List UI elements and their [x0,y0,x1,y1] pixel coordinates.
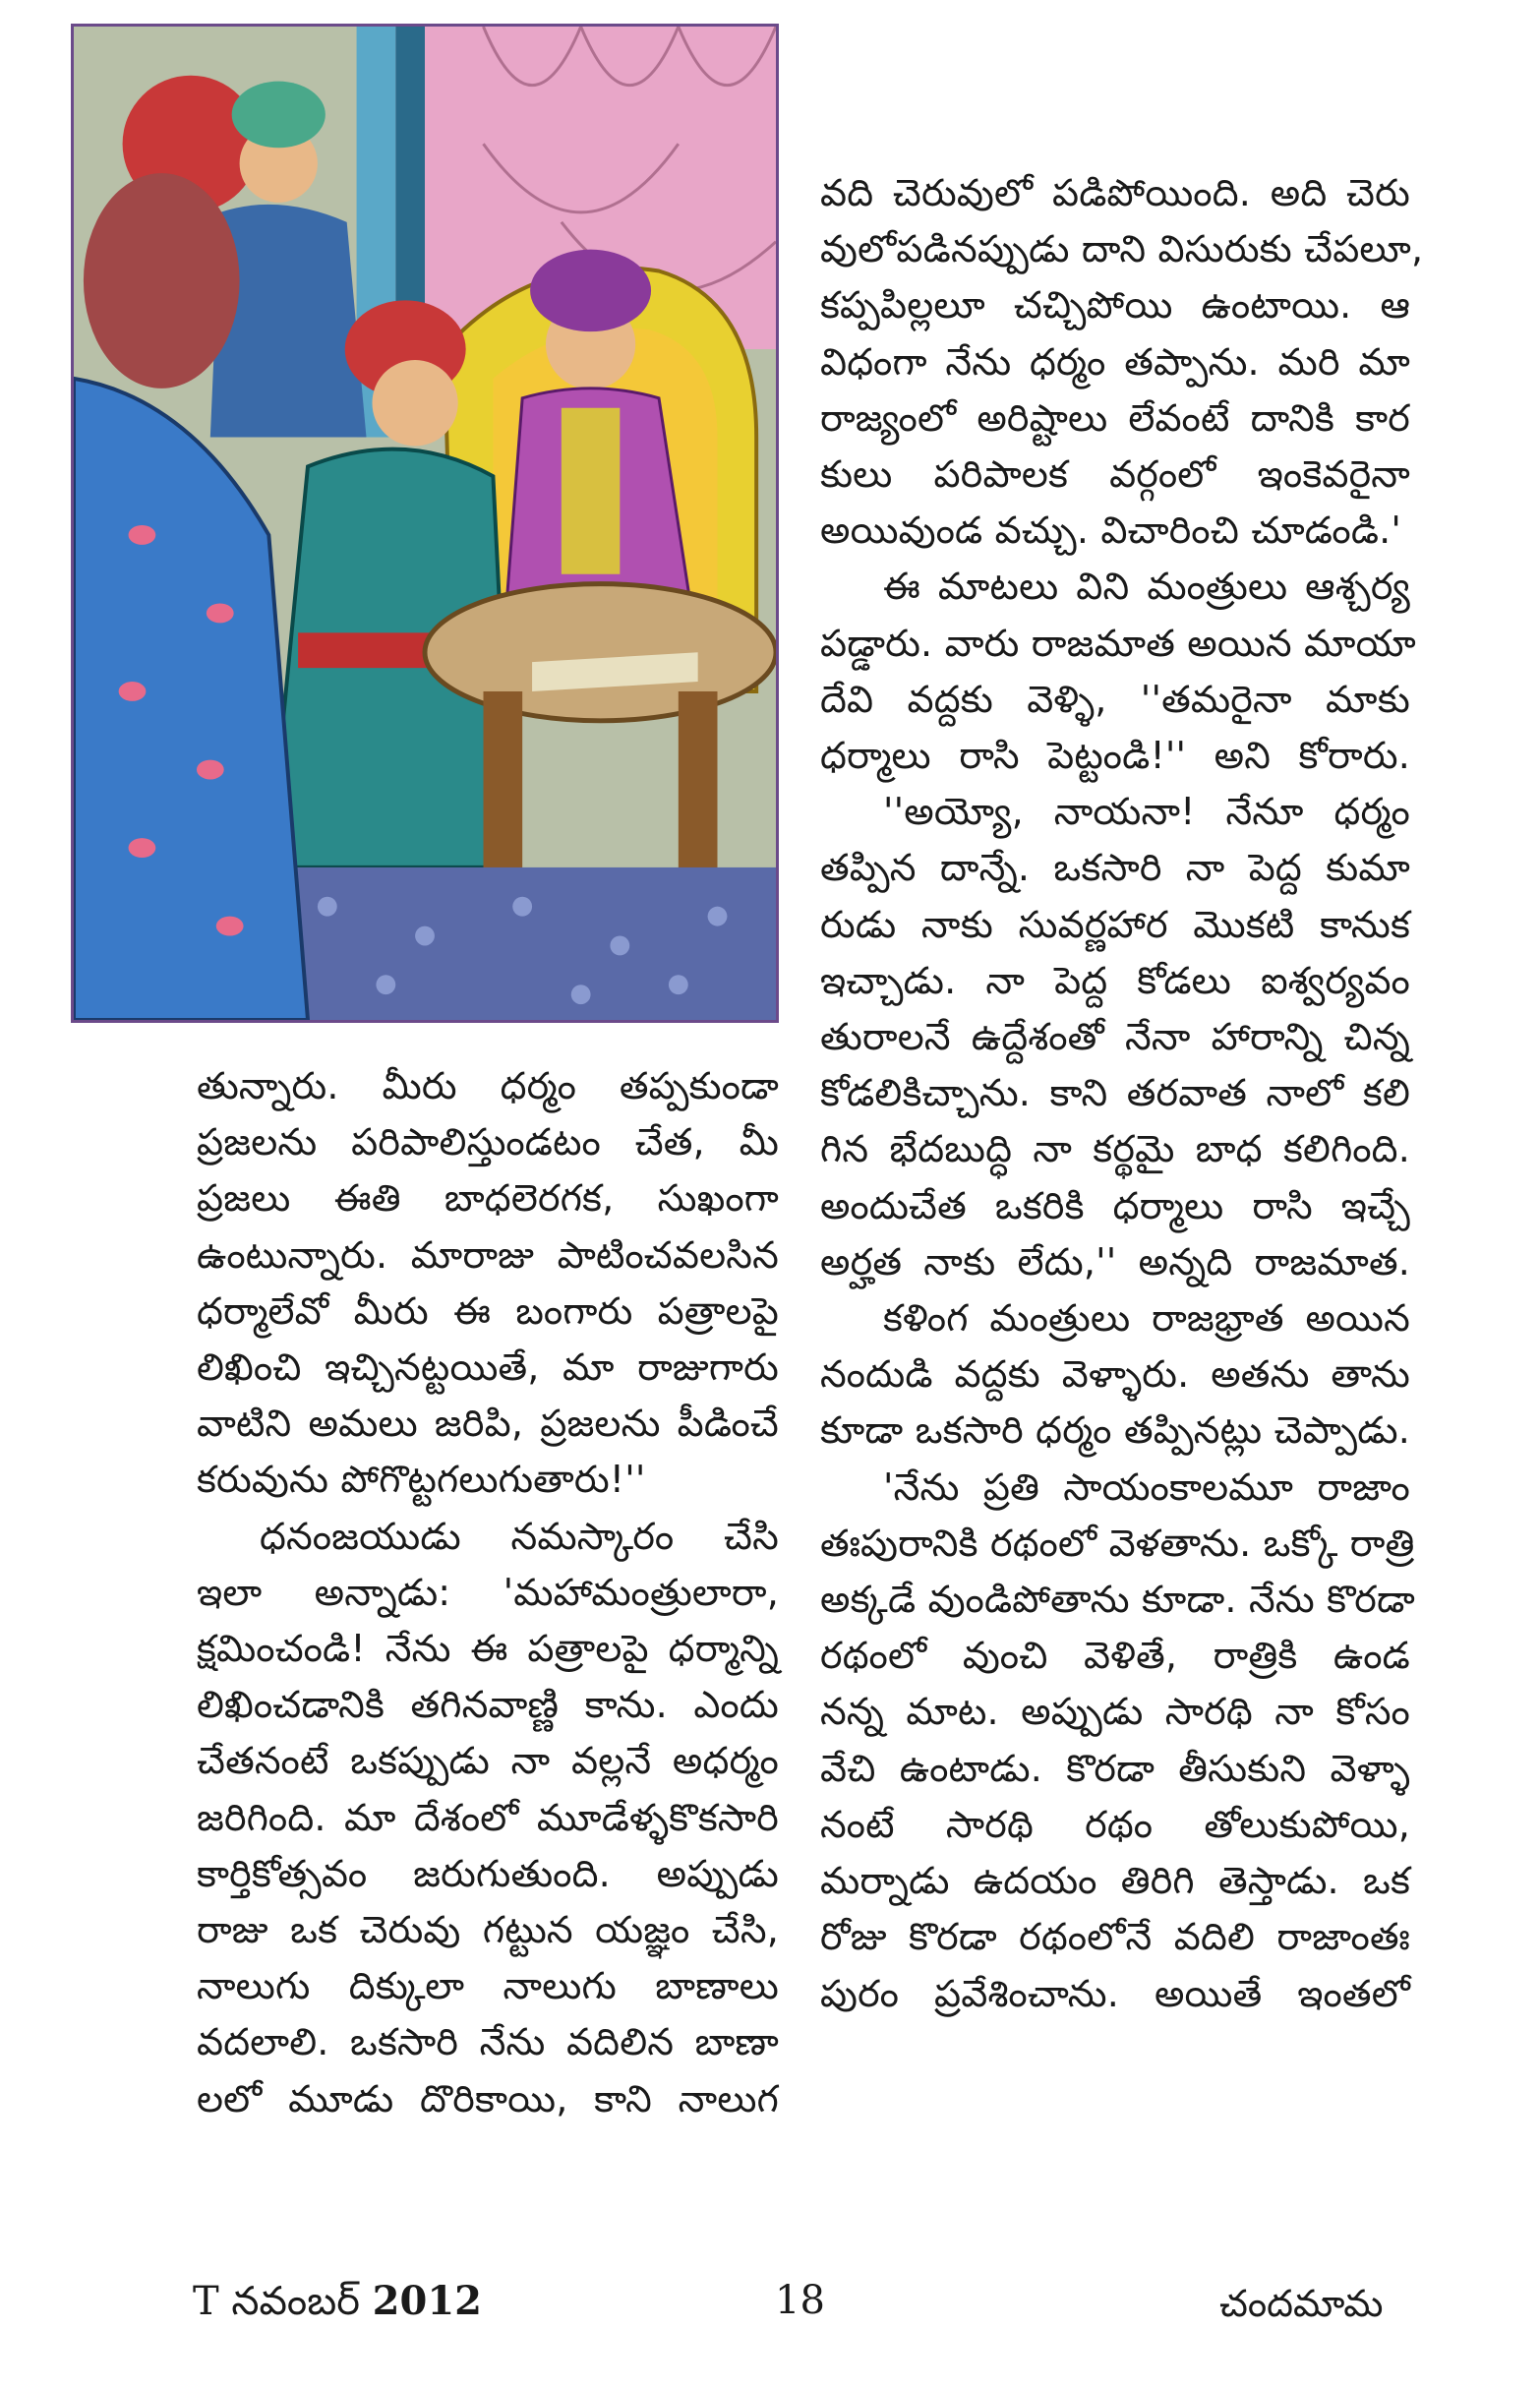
footer-month: నవంబర్ [231,2279,360,2324]
text-line: కళింగ మంత్రులు రాజభ్రాత అయిన [883,1296,1410,1341]
left-text-column [197,1058,779,2127]
text-line: ఇలా అన్నాడు: 'మహామంత్రులారా, [197,1570,779,1614]
text-line: విధంగా నేను ధర్మం తప్పాను. మరి మా [820,339,1410,384]
text-line: అందుచేత ఒకరికి ధర్మాలు రాసి ఇచ్చే [820,1183,1410,1227]
text-line: వులోపడినప్పుడు దాని విసురుకు చేపలూ, [820,227,1424,271]
text-line: కోడలికిచ్చాను. కాని తరవాత నాలో కలి [820,1071,1410,1115]
text-line: ధనంజయుడు నమస్కారం చేసి [260,1514,779,1558]
text-line: ప్రజలు ఈతి బాధలెరగక, సుఖంగా [197,1176,779,1221]
text-line: మర్నాడు ఉదయం తిరిగి తెస్తాడు. ఒక [820,1859,1410,1903]
page-footer [0,2278,1540,2337]
text-line: వదలాలి. ఒకసారి నేను వదిలిన బాణా [197,2020,779,2064]
text-line: ఇచ్చాడు. నా పెద్ద కోడలు ఐశ్వర్యవం [820,958,1410,1002]
text-line: రాజు ఒక చెరువు గట్టున యజ్ఞం చేసి, [197,1908,779,1952]
text-line: రథంలో వుంచి వెళితే, రాత్రికి ఉండ [820,1634,1410,1678]
text-line: కులు పరిపాలక వర్గంలో ఇంకెవరైనా [820,452,1410,497]
text-line: అక్కడే వుండిపోతాను కూడా. నేను కొరడా [820,1578,1415,1622]
court-scene-image [74,27,776,1020]
page-number: 18 [775,2278,825,2323]
text-line: నందుడి వద్దకు వెళ్ళారు. అతను తాను [820,1352,1410,1397]
text-line: ధర్మాలు రాసి పెట్టండి!'' అని కోరారు. [820,734,1410,778]
text-line: క్షమించండి! నేను ఈ పత్రాలపై ధర్మాన్ని [197,1627,779,1671]
text-line: ధర్మాలేవో మీరు ఈ బంగారు పత్రాలపై [197,1288,779,1333]
text-line: జరిగింది. మా దేశంలో మూడేళ్ళకొకసారి [197,1795,779,1839]
text-line: కార్తికోత్సవం జరుగుతుంది. అప్పుడు [197,1851,779,1895]
text-line: రాజ్యంలో అరిష్టాలు లేవంటే దానికి కార [820,395,1410,440]
text-line: రోజు కొరడా రథంలోనే వదిలి రాజాంతః [820,1915,1410,1959]
text-line: తురాలనే ఉద్దేశంతో నేనా హారాన్ని చిన్న [820,1015,1410,1059]
text-line: వది చెరువులో పడిపోయింది. అది చెరు [820,171,1410,214]
text-line: గిన భేదబుద్ధి నా కర్థమై బాధ కలిగింది. [820,1127,1410,1171]
text-line: తప్పిన దాన్నే. ఒకసారి నా పెద్ద కుమా [820,846,1410,890]
text-line: తఃపురానికి రథంలో వెళతాను. ఒక్కో రాత్రి [820,1521,1415,1565]
issue-date [193,2278,482,2334]
footer-year: 2012 [372,2278,482,2324]
text-line: నాలుగు దిక్కులా నాలుగు బాణాలు [197,1964,779,2008]
text-line: అర్హత నాకు లేదు,'' అన్నది రాజమాత. [820,1239,1410,1284]
text-line: కూడా ఒకసారి ధర్మం తప్పినట్లు చెప్పాడు. [820,1408,1410,1453]
floor [250,867,777,1020]
text-line: కప్పపిల్లలూ చచ్చిపోయి ఉంటాయి. ఆ [820,283,1410,328]
text-line: పడ్డారు. వారు రాజమాత అయిన మాయా [820,621,1416,665]
text-line: తున్నారు. మీరు ధర్మం తప్పకుండా [197,1064,779,1107]
magazine-name: చందమామ [1219,2282,1384,2325]
text-line: వేచి ఉంటాడు. కొరడా తీసుకుని వెళ్ళా [820,1746,1410,1790]
text-line: వాటిని అమలు జరిపి, ప్రజలను పీడించే [197,1402,779,1446]
text-line: లిఖించి ఇచ్చినట్టయితే, మా రాజుగారు [197,1345,779,1390]
text-line: నన్న మాట. అప్పుడు సారథి నా కోసం [820,1690,1410,1734]
text-line: 'నేను ప్రతి సాయంకాలమూ రాజాం [883,1464,1410,1509]
text-line: కరువును పోగొట్టగలుగుతారు!'' [197,1458,646,1502]
text-line: లలో మూడు దొరికాయి, కాని నాలుగ [197,2076,779,2120]
footer-letter: T [193,2279,219,2324]
text-line: నంటే సారథి రథం తోలుకుపోయి, [820,1802,1410,1846]
text-line: ఈ మాటలు విని మంత్రులు ఆశ్చర్య [883,565,1410,609]
text-line: దేవి వద్దకు వెళ్ళి, ''తమరైనా మాకు [820,677,1410,721]
text-line: చేతనంటే ఒకప్పుడు నా వల్లనే అధర్మం [197,1739,779,1783]
right-text-column [820,165,1424,2022]
story-illustration [71,24,779,1023]
text-line: ''అయ్యో, నాయనా! నేనూ ధర్మం [883,790,1410,834]
text-line: రుడు నాకు సువర్ణహార మొకటి కానుక [820,902,1410,946]
text-line: అయివుండ వచ్చు. విచారించి చూడండి.' [820,508,1402,553]
text-line: ప్రజలను పరిపాలిస్తుండటం చేత, మీ [197,1120,779,1165]
text-line: పురం ప్రవేశించాను. అయితే ఇంతలో [820,1971,1410,2015]
text-line: లిఖించడానికి తగినవాణ్ణి కాను. ఎందు [197,1683,779,1727]
table [425,584,776,721]
text-line: ఉంటున్నారు. మారాజు పాటించవలసిన [197,1232,779,1277]
